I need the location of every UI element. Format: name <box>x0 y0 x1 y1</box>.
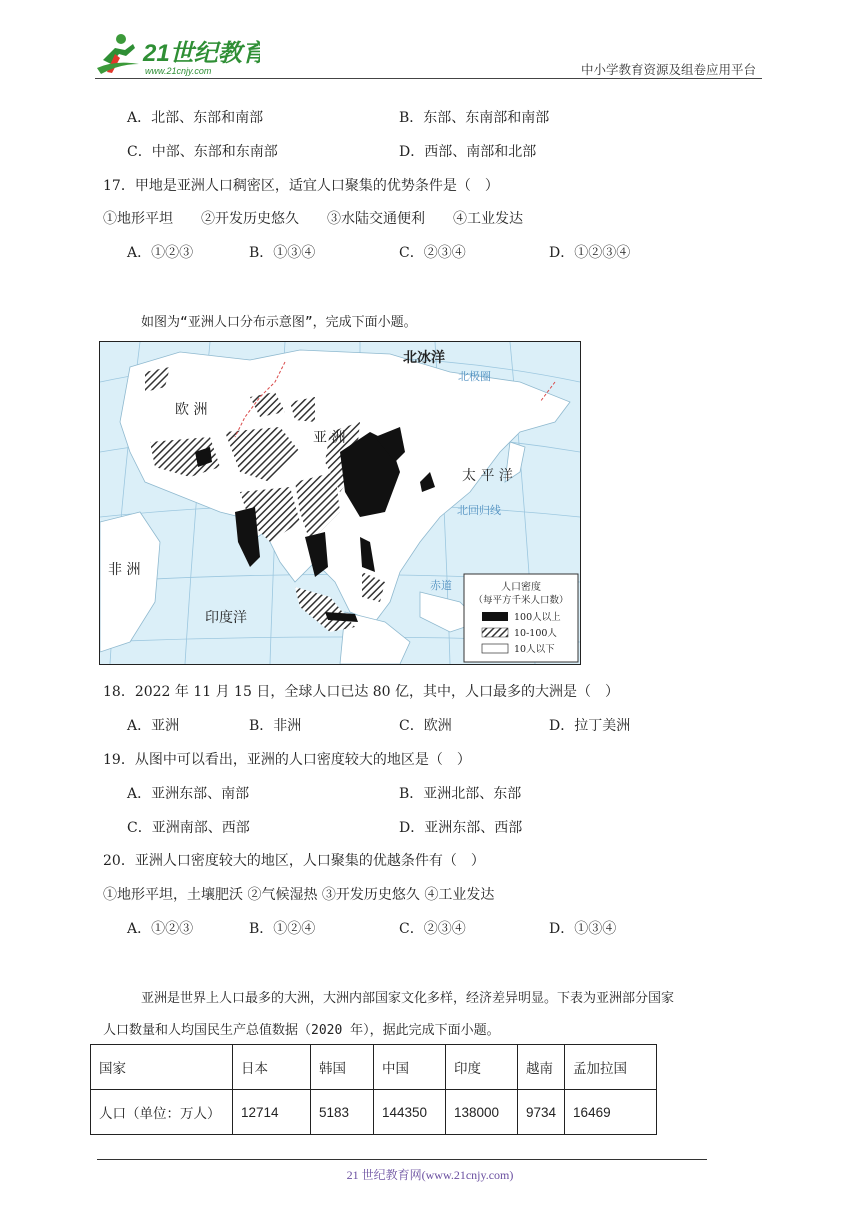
table-cell: 16469 <box>565 1090 657 1135</box>
label-tropic-of-cancer: 北回归线 <box>457 504 501 517</box>
q20-option-c: C．②③④ <box>399 921 466 937</box>
label-arctic-ocean: 北冰洋 <box>403 350 445 366</box>
legend-mid: 10-100人 <box>514 628 557 639</box>
q18-option-a: A．亚洲 <box>127 718 180 734</box>
table-header-cell: 韩国 <box>311 1045 374 1090</box>
label-asia: 亚 洲 <box>313 430 346 446</box>
table-header-cell: 国家 <box>91 1045 233 1090</box>
map-intro: 如图为“亚洲人口分布示意图”，完成下面小题。 <box>141 315 417 330</box>
legend-swatch-mid <box>482 628 508 637</box>
q17-option-c: C．②③④ <box>399 245 466 261</box>
header-divider <box>95 78 762 79</box>
q16-option-d: D．西部、南部和北部 <box>399 144 537 160</box>
legend-high: 100人以上 <box>514 612 561 623</box>
q17-option-d: D．①②③④ <box>549 245 631 261</box>
legend-swatch-high <box>482 612 508 621</box>
q18-option-b: B．非洲 <box>249 718 302 734</box>
q19-option-a: A．亚洲东部、南部 <box>127 786 250 802</box>
footer-divider <box>97 1159 707 1160</box>
table-header-cell: 印度 <box>446 1045 518 1090</box>
table-cell: 5183 <box>311 1090 374 1135</box>
q19-option-d: D．亚洲东部、西部 <box>399 820 523 836</box>
asia-population-map <box>99 341 581 665</box>
table-header-cell: 越南 <box>518 1045 565 1090</box>
label-africa: 非 洲 <box>108 562 141 578</box>
q18-option-c: C．欧洲 <box>399 718 452 734</box>
q20-option-a: A．①②③ <box>127 921 194 937</box>
table-row <box>91 1090 657 1135</box>
q19-stem: 19．从图中可以看出，亚洲的人口密度较大的地区是（ ） <box>103 752 471 768</box>
site-logo <box>95 30 260 78</box>
table-cell: 9734 <box>518 1090 565 1135</box>
table-cell: 人口（单位：万人） <box>91 1090 233 1135</box>
q17-option-b: B．①③④ <box>249 245 316 261</box>
table-header-cell: 中国 <box>374 1045 446 1090</box>
label-indian-ocean: 印度洋 <box>205 610 247 626</box>
table-header-row <box>91 1045 657 1090</box>
q20-stem: 20．亚洲人口密度较大的地区，人口聚集的优越条件有（ ） <box>103 853 485 869</box>
q17-option-a: A．①②③ <box>127 245 194 261</box>
q20-conditions: ①地形平坦，土壤肥沃 ②气候湿热 ③开发历史悠久 ④工业发达 <box>103 887 495 903</box>
legend-low: 10人以下 <box>514 644 555 655</box>
svg-text:21世纪教育: 21世纪教育 <box>143 40 260 67</box>
header-platform-text: 中小学教育资源及组卷应用平台 <box>580 62 756 77</box>
legend-swatch-low <box>482 644 508 653</box>
q18-option-d: D．拉丁美洲 <box>549 718 631 734</box>
q16-option-b: B．东部、东南部和南部 <box>399 110 550 126</box>
runner-icon <box>97 34 139 74</box>
q20-option-b: B．①②④ <box>249 921 316 937</box>
label-europe: 欧 洲 <box>175 402 208 418</box>
legend-title: 人口密度 <box>501 582 541 593</box>
table-cell: 12714 <box>233 1090 311 1135</box>
q17-conditions: ①地形平坦 ②开发历史悠久 ③水陆交通便利 ④工业发达 <box>103 211 523 227</box>
q19-option-c: C．亚洲南部、西部 <box>127 820 250 836</box>
q16-option-c: C．中部、东部和东南部 <box>127 144 278 160</box>
svg-text:www.21cnjy.com: www.21cnjy.com <box>145 66 212 76</box>
table-header-cell: 日本 <box>233 1045 311 1090</box>
label-arctic-circle: 北极圈 <box>458 370 491 383</box>
label-pacific: 太 平 洋 <box>462 468 513 484</box>
table-header-cell: 孟加拉国 <box>565 1045 657 1090</box>
q16-option-a: A．北部、东部和南部 <box>127 110 264 126</box>
table-intro-line2: 人口数量和人均国民生产总值数据（2020 年），据此完成下面小题。 <box>103 1023 500 1038</box>
q19-option-b: B．亚洲北部、东部 <box>399 786 522 802</box>
q20-option-d: D．①③④ <box>549 921 617 937</box>
q18-stem: 18．2022 年 11 月 15 日，全球人口已达 80 亿，其中，人口最多的大洲是（ ） <box>103 684 620 700</box>
population-table <box>90 1044 657 1135</box>
table-cell: 138000 <box>446 1090 518 1135</box>
label-equator: 赤道 <box>430 579 452 592</box>
q17-stem: 17．甲地是亚洲人口稠密区，适宜人口聚集的优势条件是（ ） <box>103 178 499 194</box>
legend-subtitle: （每平方千米人口数） <box>473 595 569 606</box>
table-cell: 144350 <box>374 1090 446 1135</box>
footer-text[interactable]: 21 世纪教育网(www.21cnjy.com) <box>346 1168 514 1182</box>
table-intro-line1: 亚洲是世界上人口最多的大洲，大洲内部国家文化多样，经济差异明显。下表为亚洲部分国家 <box>141 991 675 1006</box>
map-legend <box>464 574 578 662</box>
